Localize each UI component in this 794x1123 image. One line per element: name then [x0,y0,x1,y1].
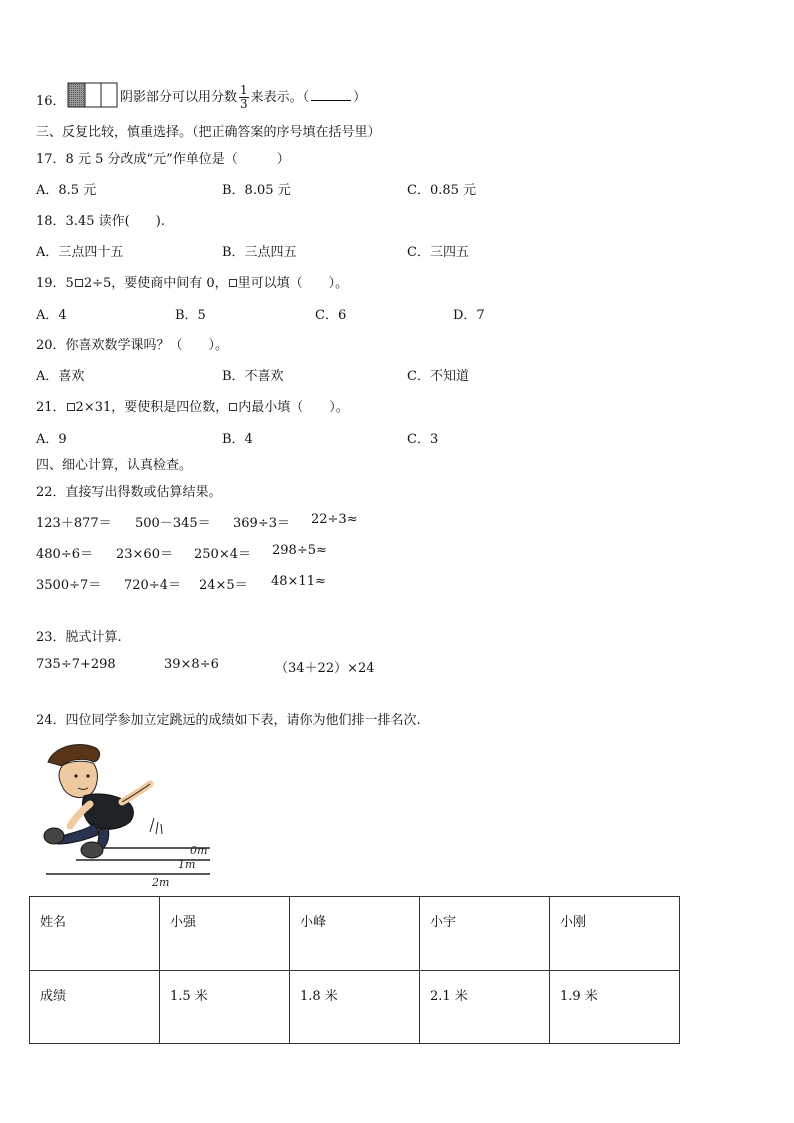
q19-option-a[interactable]: A．4 [36,308,67,323]
calc-item: 123＋877＝ [36,516,112,531]
q17-option-c[interactable]: C．0.85 元 [407,183,477,198]
q20-option-b[interactable]: B．不喜欢 [222,369,284,384]
q20-option-a[interactable]: A．喜欢 [36,369,85,384]
q18-option-c[interactable]: C．三四五 [407,245,469,260]
calc-item: 24×5＝ [199,578,248,593]
calc-item: 22÷3≈ [311,512,358,527]
mark-1m: 1m [178,858,196,871]
fraction-one-third: $\frac{1}{3}$ [240,83,248,111]
calc-item: 3500÷7＝ [36,578,102,593]
q21-option-c[interactable]: C．3 [407,432,439,447]
table-cell: 1.9 米 [549,970,680,1044]
calc-item: 23×60＝ [116,547,173,562]
q19-option-c[interactable]: C．6 [315,308,347,323]
calc-item: 480÷6＝ [36,547,93,562]
q22-stem: 22．直接写出得数或估算结果。 [36,485,222,500]
q20-option-c[interactable]: C．不知道 [407,369,469,384]
mark-0m: 0m [190,844,208,857]
q17-option-b[interactable]: B．8.05 元 [222,183,291,198]
calc-item: 500－345＝ [135,516,211,531]
q18-option-a[interactable]: A．三点四十五 [36,245,124,260]
table-cell: 成绩 [29,970,160,1044]
table-header-cell: 小刚 [549,896,680,971]
box-placeholder-icon [67,403,75,411]
q20-stem: 20．你喜欢数学课吗？（ ）。 [36,338,229,353]
q21-option-a[interactable]: A．9 [36,432,67,447]
q19-stem: 19．5 2÷5，要使商中间有 0， 里可以填（ ）。 [36,276,349,291]
q18-stem: 18．3.45 读作( ). [36,214,165,229]
q18-option-b[interactable]: B．三点四五 [222,245,297,260]
table-header-cell: 姓名 [29,896,160,971]
expression-item: 735÷7+298 [36,657,116,672]
section-3-heading: 三、反复比较，慎重选择。（把正确答案的序号填在括号里） [36,125,381,140]
box-placeholder-icon [75,279,83,287]
q21-option-b[interactable]: B．4 [222,432,253,447]
table-header-cell: 小峰 [289,896,420,971]
table-cell: 1.5 米 [159,970,290,1044]
q16-number: 16． [36,94,66,109]
q16-text: 阴影部分可以用分数 $\frac{1}{3}$ 来表示。（ ） [120,83,367,111]
q19-option-b[interactable]: B．5 [175,308,206,323]
expression-item: （34＋22）×24 [275,661,375,676]
q23-stem: 23．脱式计算. [36,630,122,645]
q21-stem: 21． 2×31，要使积是四位数， 内最小填（ ）。 [36,400,349,415]
shaded-rectangle-figure [67,82,119,112]
q24-stem: 24．四位同学参加立定跳远的成绩如下表，请你为他们排一排名次. [36,713,421,728]
answer-blank[interactable] [311,90,351,101]
box-placeholder-icon [229,279,237,287]
calc-item: 369÷3＝ [233,516,290,531]
table-header-cell: 小强 [159,896,290,971]
section-4-heading: 四、细心计算，认真检查。 [36,458,193,473]
long-jump-boy-illustration [40,740,220,894]
q19-option-d[interactable]: D．7 [453,308,485,323]
calc-item: 720÷4＝ [124,578,181,593]
table-header-cell: 小宇 [419,896,550,971]
box-placeholder-icon [229,403,237,411]
table-cell: 2.1 米 [419,970,550,1044]
calc-item: 250×4＝ [194,547,251,562]
mark-2m: 2m [152,876,170,889]
calc-item: 48×11≈ [271,574,326,589]
calc-item: 298÷5≈ [272,543,327,558]
q17-option-a[interactable]: A．8.5 元 [36,183,97,198]
q17-stem: 17．8 元 5 分改成“元”作单位是（ ） [36,152,290,167]
expression-item: 39×8÷6 [164,657,219,672]
table-cell: 1.8 米 [289,970,420,1044]
